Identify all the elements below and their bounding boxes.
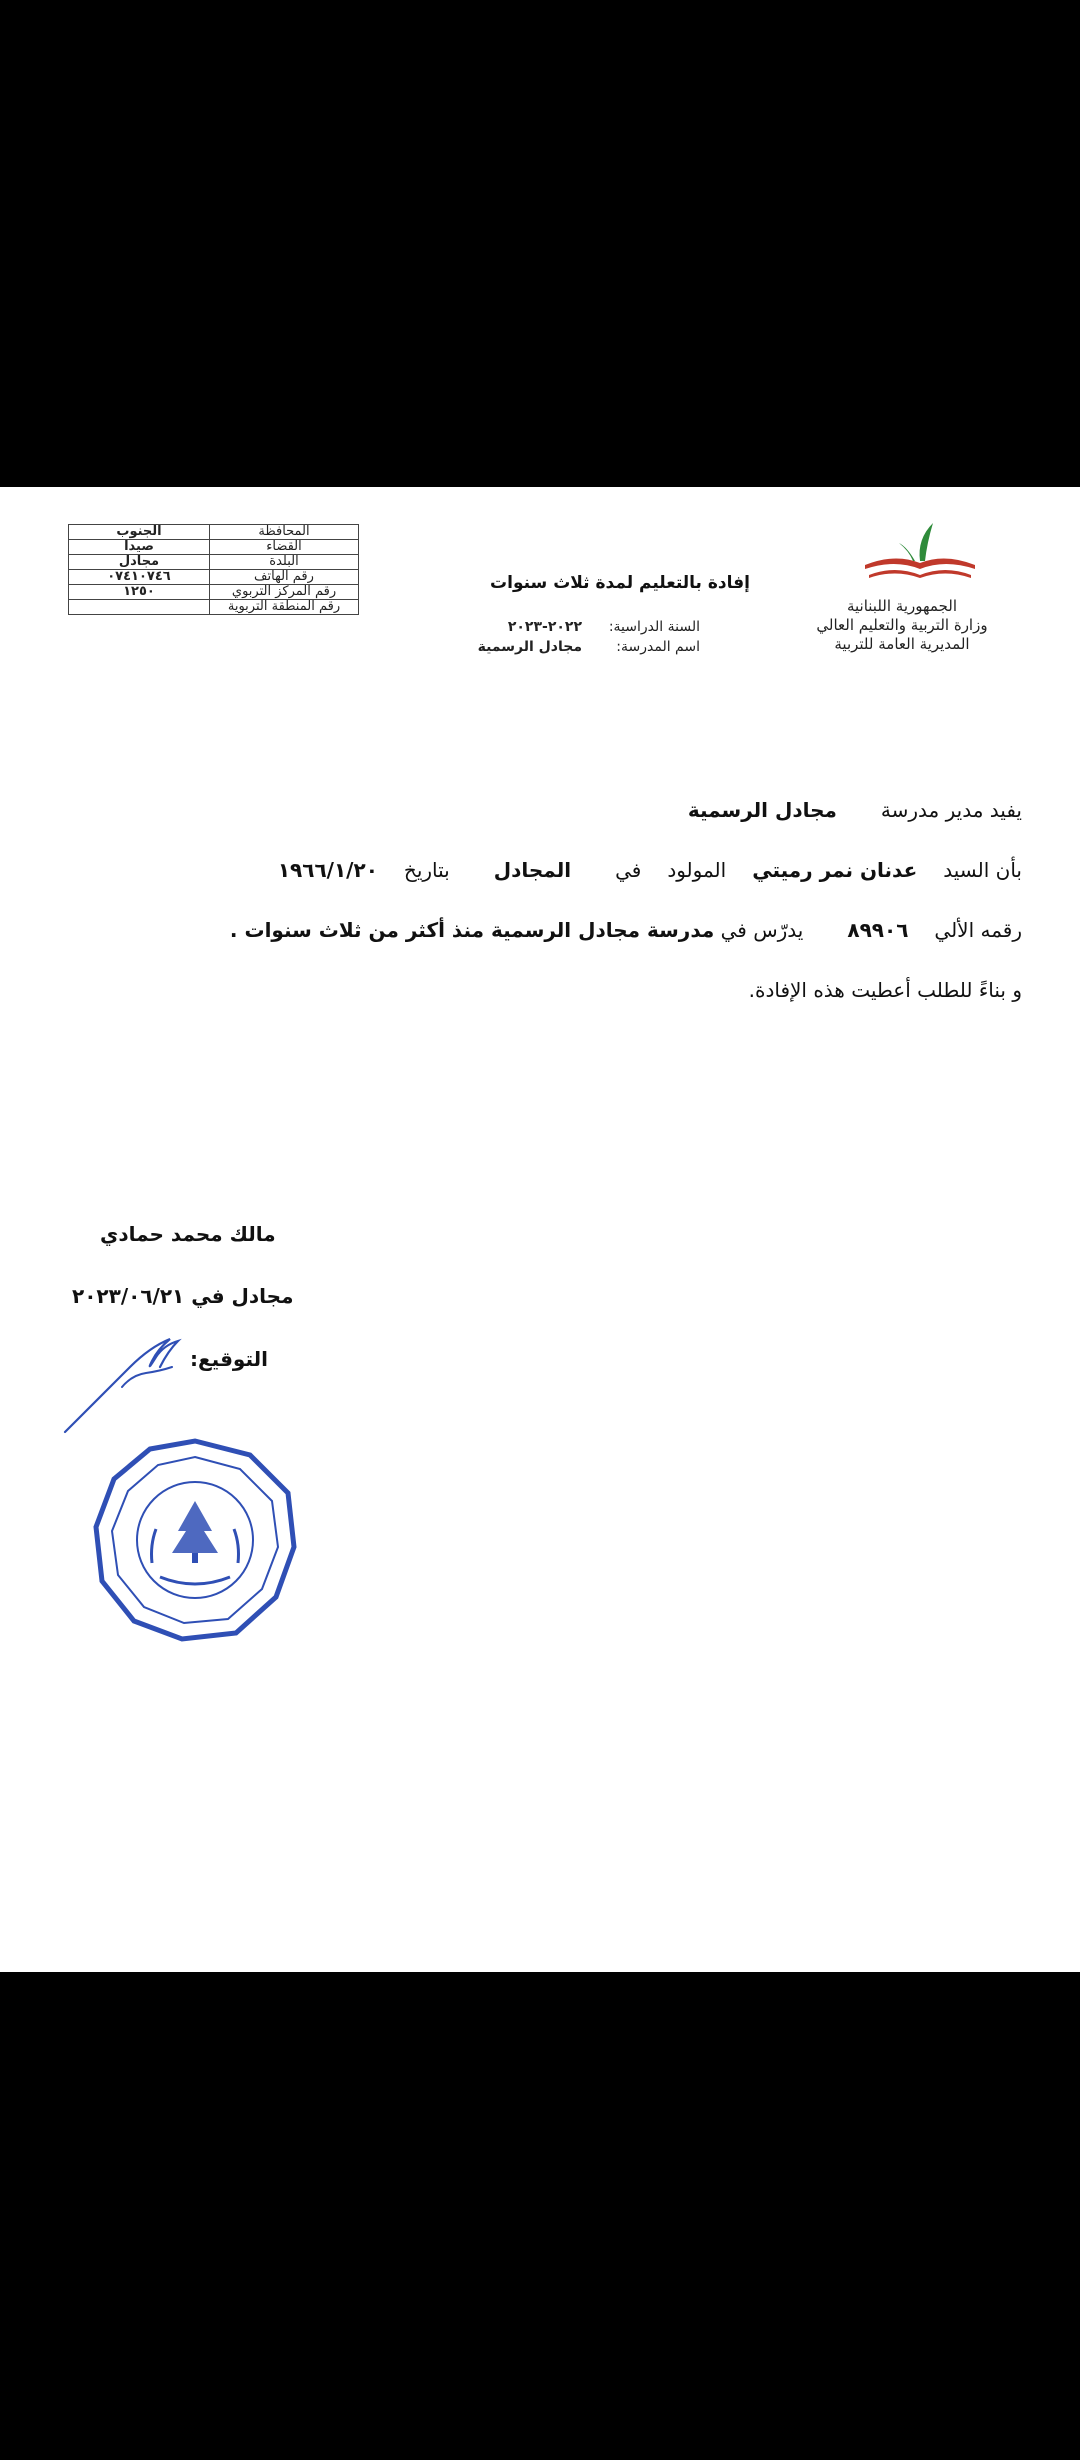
body-text: المولود <box>667 858 727 882</box>
ministry-line: وزارة التربية والتعليم العالي <box>816 616 988 634</box>
table-row <box>69 585 359 600</box>
table-row <box>69 525 359 540</box>
table-cell-value: ١٢٥٠ <box>69 585 210 600</box>
body-text: يفيد مدير مدرسة <box>880 798 1022 822</box>
table-cell-value: الجنوب <box>69 525 210 540</box>
table-cell-label: القضاء <box>210 540 359 555</box>
teacher-name: عدنان نمر رميتي <box>752 858 918 882</box>
birth-place: المجادل <box>493 858 572 882</box>
table-cell-value: مجادل <box>69 555 210 570</box>
table-row <box>69 555 359 570</box>
signature-label: التوقيع: <box>190 1347 268 1371</box>
body-line-1 <box>200 795 1022 855</box>
academic-year-value: ٢٠٢٢-٢٠٢٣ <box>507 619 582 635</box>
school-name-value: مجادل الرسمية <box>477 639 582 655</box>
table-cell-label: المحافظة <box>210 525 359 540</box>
table-row <box>69 600 359 615</box>
table-cell-label: رقم المركز التربوي <box>210 585 359 600</box>
body-line-3 <box>200 915 1022 975</box>
document-page <box>0 487 1080 1972</box>
document-title: إفادة بالتعليم لمدة ثلاث سنوات <box>490 573 750 593</box>
table-cell-label: رقم المنطقة التربوية <box>210 600 359 615</box>
academic-year-label: السنة الدراسية: <box>608 619 700 635</box>
table-row <box>69 540 359 555</box>
certificate-body <box>200 795 1022 1035</box>
registration-number: ٨٩٩٠٦ <box>847 918 909 942</box>
body-text: رقمه الألي <box>934 918 1022 942</box>
school-name: مجادل الرسمية <box>687 798 837 822</box>
table-cell-value <box>69 600 210 615</box>
school-name-label: اسم المدرسة: <box>616 639 700 655</box>
official-stamp <box>90 1435 300 1645</box>
place-date: مجادل في ٢٠٢٣/٠٦/٢١ <box>72 1284 294 1308</box>
info-table <box>68 524 359 615</box>
ministry-line: المديرية العامة للتربية <box>834 635 970 653</box>
signer-name: مالك محمد حمادي <box>100 1222 276 1246</box>
body-text: في <box>615 858 642 882</box>
body-text: بتاريخ <box>403 858 450 882</box>
body-line-4: و بناءً للطلب أعطيت هذه الإفادة. <box>748 978 1022 1002</box>
body-text: يدرّس في <box>720 918 804 942</box>
ministry-line: الجمهورية اللبنانية <box>846 597 958 615</box>
school-meta <box>450 617 700 657</box>
body-text: بأن السيد <box>943 858 1022 882</box>
ministry-header <box>782 597 1022 654</box>
ministry-logo-icon <box>855 517 985 597</box>
bottom-black-band <box>0 1972 1080 2460</box>
table-cell-label: البلدة <box>210 555 359 570</box>
table-row <box>69 570 359 585</box>
table-cell-value: صيدا <box>69 540 210 555</box>
table-cell-label: رقم الهاتف <box>210 570 359 585</box>
teaching-statement: مدرسة مجادل الرسمية منذ أكثر من ثلاث سنوات . <box>229 918 715 942</box>
handwritten-signature <box>60 1327 200 1437</box>
table-cell-value: ٠٧٤١٠٧٤٦ <box>69 570 210 585</box>
top-black-band <box>0 0 1080 487</box>
body-line-2 <box>200 855 1022 915</box>
birth-date: ١٩٦٦/١/٢٠ <box>277 858 378 882</box>
